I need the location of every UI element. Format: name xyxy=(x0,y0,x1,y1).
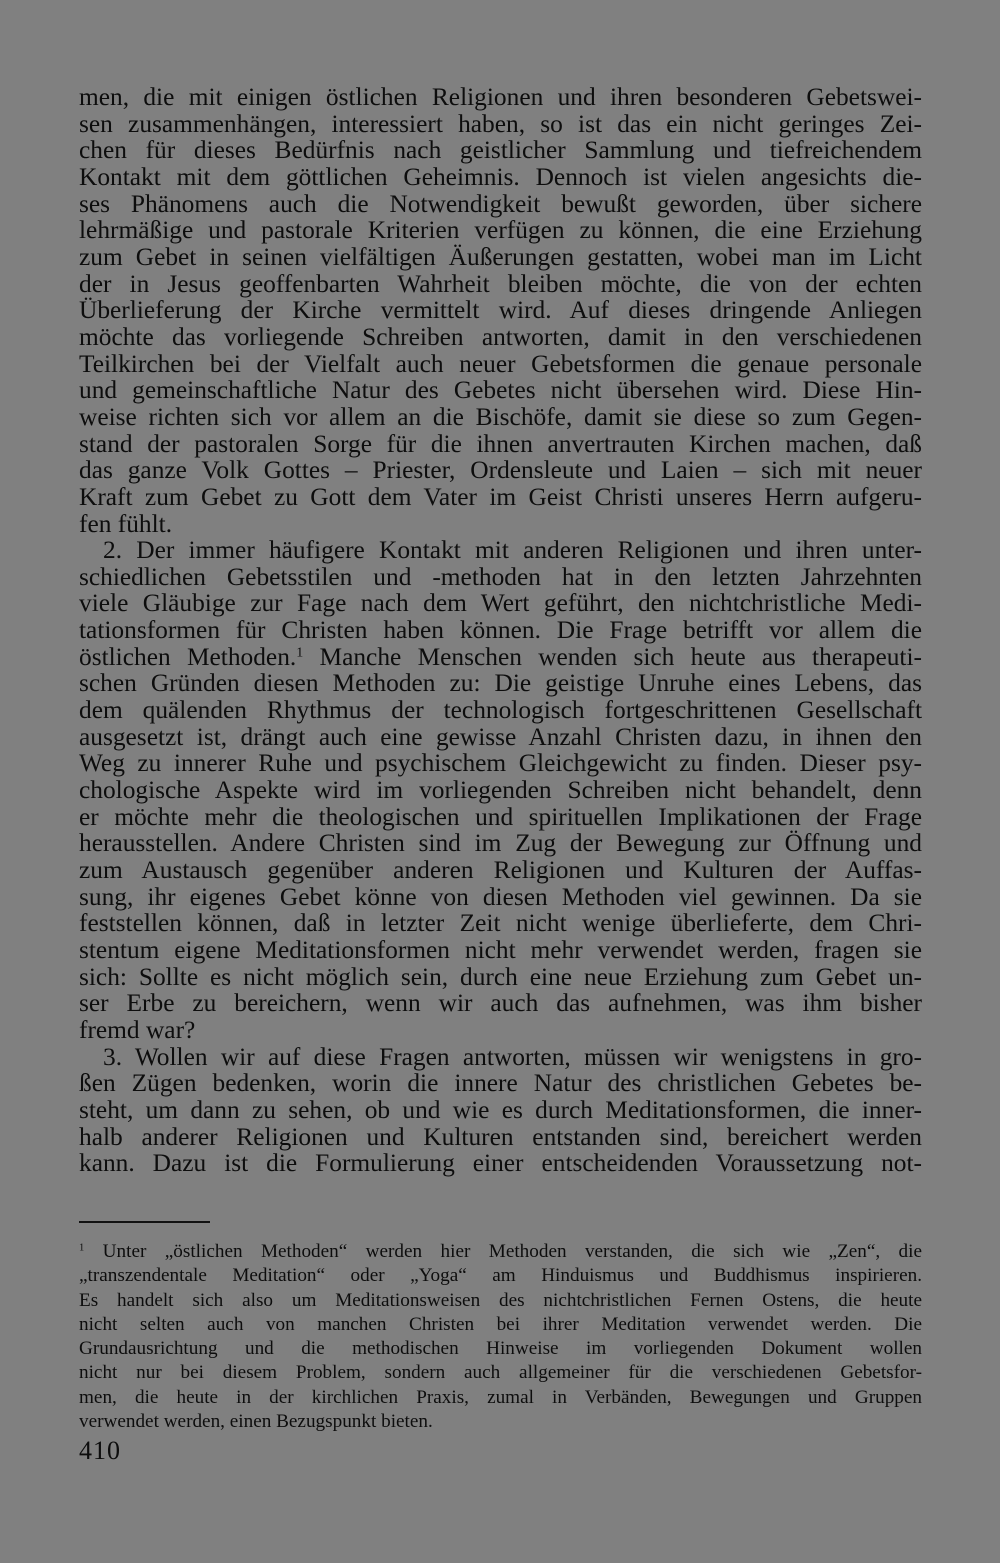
text-line: dem quälenden Rhythmus der technologisch fortgeschrittenen Gesellschaft xyxy=(79,696,922,725)
footnote-line: nicht selten auch von manchen Christen bei ihrer Meditation verwendet werden. Die xyxy=(79,1313,922,1335)
text-line: tationsformen für Christen haben können. Die Frage betrifft vor allem die xyxy=(79,616,922,645)
text-line: schiedlichen Gebetsstilen und -methoden hat in den letzten Jahrzehnten xyxy=(79,562,922,591)
text-line: kann. Dazu ist die Formulierung einer entscheidenden Voraussetzung not- xyxy=(79,1149,922,1178)
text-line: und gemeinschaftliche Natur des Gebetes nicht übersehen wird. Diese Hin- xyxy=(79,376,922,405)
text-line: zum Austausch gegenüber anderen Religionen und Kulturen der Auffas- xyxy=(79,856,922,885)
text-line: ausgesetzt ist, drängt auch eine gewisse Anzahl Christen dazu, in ihnen den xyxy=(79,722,922,751)
text-fragment: Unter „östlichen Methoden“ werden hier Methoden verstanden, die sich wie „Zen“, die xyxy=(84,1241,922,1262)
footnote-reference: 1 xyxy=(296,645,304,661)
footnote-line: men, die heute in der kirchlichen Praxis, zumal in Verbänden, Bewegungen und Gruppen xyxy=(79,1386,922,1408)
text-line: Kraft zum Gebet zu Gott dem Vater im Geist Christi unseres Herrn aufgeru- xyxy=(79,482,922,511)
footnote-line: nicht nur bei diesem Problem, sondern auch allgemeiner für die verschiedenen Gebetsfor- xyxy=(79,1362,922,1384)
page-number: 410 xyxy=(79,1436,121,1465)
text-line: ser Erbe zu bereichern, wenn wir auch das aufnehmen, was ihm bisher xyxy=(79,989,922,1018)
footnote-line: Grundausrichtung und die methodischen Hinweise im vorliegenden Dokument wollen xyxy=(79,1338,922,1360)
text-line: der in Jesus geoffenbarten Wahrheit bleiben möchte, die von der echten xyxy=(79,269,922,298)
text-line: Kontakt mit dem göttlichen Geheimnis. Dennoch ist vielen angesichts die- xyxy=(79,162,922,191)
footnote-line xyxy=(79,1240,922,1264)
footnote-line: „transzendentale Meditation“ oder „Yoga“ am Hinduismus und Buddhismus inspirieren. xyxy=(79,1265,922,1287)
text-line: lehrmäßige und pastorale Kriterien verfügen zu können, die eine Erziehung xyxy=(79,216,922,245)
text-fragment: östlichen Methoden. xyxy=(79,642,297,671)
paragraph-3-start: 3. Wollen wir auf diese Fragen antworten, müssen wir wenigstens in gro- xyxy=(103,1042,922,1071)
text-line: stentum eigene Meditationsformen nicht mehr verwendet werden, fragen sie xyxy=(79,936,922,964)
text-line-with-footnote xyxy=(79,644,922,671)
text-line: men, die mit einigen östlichen Religionen und ihren besonderen Gebetswei- xyxy=(79,83,922,111)
text-line: feststellen können, daß in letzter Zeit nicht wenige überlieferte, dem Chri- xyxy=(79,909,922,938)
text-line: sen zusammenhängen, interessiert haben, so ist das ein nicht geringes Zei- xyxy=(79,109,922,138)
text-line: fremd war? xyxy=(79,1015,196,1044)
text-line: ses Phänomens auch die Notwendigkeit bewußt geworden, über sichere xyxy=(79,189,922,218)
text-line: viele Gläubige zur Fage nach dem Wert geführt, den nichtchristliche Medi- xyxy=(79,589,922,618)
footnote-line: verwendet werden, einen Bezugspunkt bieten. xyxy=(79,1411,433,1433)
text-line: chologische Aspekte wird im vorliegenden Schreiben nicht behandelt, denn xyxy=(79,776,922,805)
text-line: sung, ihr eigenes Gebet könne von diesen Methoden viel gewinnen. Da sie xyxy=(79,882,922,911)
paragraph-2-start: 2. Der immer häufigere Kontakt mit anderen Religionen und ihren unter- xyxy=(103,536,922,565)
text-line: Teilkirchen bei der Vielfalt auch neuer Gebetsformen die genaue personale xyxy=(79,349,922,378)
text-fragment: Manche Menschen wenden sich heute aus therapeuti- xyxy=(303,642,922,671)
footnote xyxy=(79,1240,922,1434)
text-line: zum Gebet in seinen vielfältigen Äußerungen gestatten, wobei man im Licht xyxy=(79,242,922,271)
text-line: ßen Zügen bedenken, worin die innere Natur des christlichen Gebetes be- xyxy=(79,1069,922,1098)
text-line: halb anderer Religionen und Kulturen entstanden sind, bereichert werden xyxy=(79,1122,922,1151)
text-line: das ganze Volk Gottes – Priester, Ordensleute und Laien – sich mit neuer xyxy=(79,456,922,485)
text-line: Überlieferung der Kirche vermittelt wird. Auf dieses dringende Anliegen xyxy=(79,296,922,325)
text-line: er möchte mehr die theologischen und spirituellen Implikationen der Frage xyxy=(79,802,922,831)
main-text xyxy=(79,84,922,1177)
footnote-marker: 1 xyxy=(79,1242,85,1254)
text-line: sich: Sollte es nicht möglich sein, durch eine neue Erziehung zum Gebet un- xyxy=(79,962,922,991)
text-line: Weg zu innerer Ruhe und psychischem Gleichgewicht zu finden. Dieser psy- xyxy=(79,749,922,778)
text-line: chen für dieses Bedürfnis nach geistlicher Sammlung und tiefreichendem xyxy=(79,136,922,165)
text-line: steht, um dann zu sehen, ob und wie es durch Meditationsformen, die inner- xyxy=(79,1095,922,1124)
text-line: schen Gründen diesen Methoden zu: Die geistige Unruhe eines Lebens, das xyxy=(79,669,922,698)
text-line: fen fühlt. xyxy=(79,509,173,538)
text-line: weise richten sich vor allem an die Bischöfe, damit sie diese so zum Gegen- xyxy=(79,402,922,431)
footnote-separator xyxy=(79,1221,210,1223)
footnote-line: Es handelt sich also um Meditationsweisen des nichtchristlichen Fernen Ostens, die heute xyxy=(79,1289,922,1311)
text-line: stand der pastoralen Sorge für die ihnen anvertrauten Kirchen machen, daß xyxy=(79,429,922,458)
text-line: herausstellen. Andere Christen sind im Zug der Bewegung zur Öffnung und xyxy=(79,829,922,858)
text-line: möchte das vorliegende Schreiben antworten, damit in den verschiedenen xyxy=(79,322,922,351)
